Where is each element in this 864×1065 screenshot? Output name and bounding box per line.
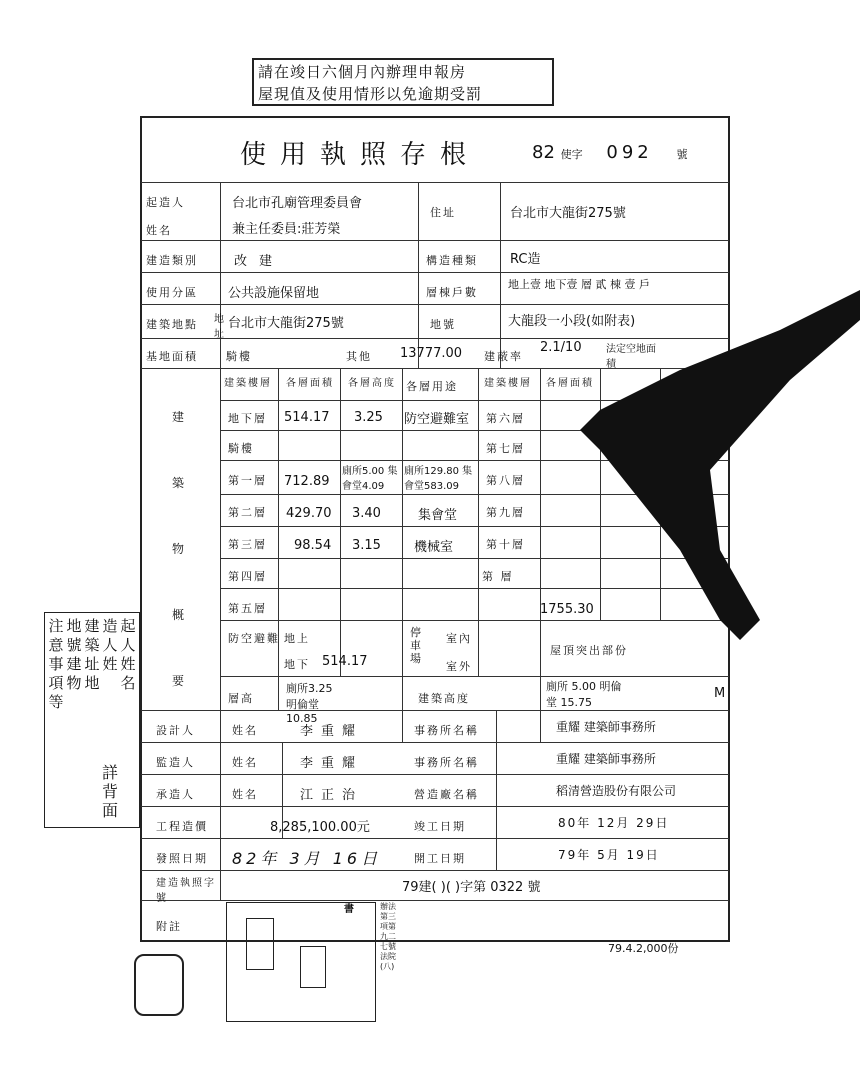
shelter-label: 防空避難 [228, 632, 280, 645]
structure-value: RC造 [510, 252, 541, 267]
builder-rep: 兼主任委員:莊芳榮 [232, 222, 341, 237]
legal-open-label: 法定空地面積 [606, 344, 656, 370]
lot-value: 大龍段一小段(如附表) [508, 314, 636, 329]
coverage-label: 建蔽率 [484, 350, 523, 363]
company-label: 營造廠名稱 [414, 788, 479, 801]
name-label: 姓名 [232, 788, 258, 801]
floors-label: 層棟戶數 [426, 286, 478, 299]
row-area: 429.70 [286, 506, 332, 521]
th-area: 各層面積 [286, 378, 334, 389]
qilou-label: 騎樓 [226, 350, 252, 363]
start-value: 79年 5月 19日 [558, 848, 660, 862]
site-prefix: 地址 [214, 314, 226, 340]
row-area: 514.17 [284, 410, 330, 425]
margin-note [44, 612, 140, 828]
supervisor-label: 監造人 [156, 756, 195, 769]
notice-box [252, 58, 554, 106]
right-floor: 第十層 [486, 538, 525, 551]
company-name: 稻清營造股份有限公司 [556, 784, 677, 798]
row-use: 機械室 [414, 540, 454, 555]
margin-col: 起人姓名 [120, 617, 136, 692]
contractor-label: 承造人 [156, 788, 195, 801]
side-labels [172, 384, 186, 714]
scribbled-note: 書 [344, 904, 354, 915]
row-floor: 騎樓 [228, 442, 254, 455]
row-height: 廁所5.00 集會堂4.09 [342, 466, 398, 492]
row-height: 3.40 [352, 506, 381, 521]
row-use: 防空避難室 [404, 412, 470, 427]
row-floor: 第一層 [228, 474, 267, 487]
issue-label: 發照日期 [156, 852, 208, 865]
permit-suffix: 號 [676, 148, 688, 161]
contractor-name: 江正治 [300, 788, 364, 803]
builder-label-1: 起造人 [146, 196, 185, 209]
use-zone-label: 使用分區 [146, 286, 198, 299]
th-area-r: 各層面積 [546, 378, 594, 389]
th-height: 各層高度 [348, 378, 396, 389]
construction-permit-value: 79建( )( )字第 0322 號 [402, 880, 541, 895]
name-label: 姓名 [232, 756, 258, 769]
cost-label: 工程造價 [156, 820, 208, 833]
designer-office: 重耀 建築師事務所 [556, 720, 656, 734]
permit-no: 092 [606, 142, 653, 163]
row-floor: 第四層 [228, 570, 267, 583]
name-label: 姓名 [232, 724, 258, 737]
stamp-sig: 辦法第三項第九二七號法院(八) [380, 902, 396, 971]
office-label: 事務所名稱 [414, 724, 479, 737]
notice-line-2: 屋現值及使用情形以免逾期受罰 [258, 85, 483, 103]
roof-label: 屋頂突出部份 [550, 644, 628, 657]
structure-label: 構造種類 [426, 254, 478, 267]
row-floor: 第三層 [228, 538, 267, 551]
permit-type: 使字 [560, 148, 583, 161]
row-floor: 地下層 [228, 412, 267, 425]
footer-print: 79.4.2,000份 [608, 942, 679, 955]
cost-value: 8,285,100.00元 [270, 820, 370, 835]
official-seal-icon [134, 954, 184, 1016]
use-zone-value: 公共設施保留地 [228, 286, 320, 301]
th-floor: 建築樓層 [224, 378, 272, 389]
shelter-below-value: 514.17 [322, 654, 368, 669]
right-floor: 第八層 [486, 474, 525, 487]
notice-line-1: 請在竣日六個月內辦理申報房 [258, 63, 467, 81]
address-value: 台北市大龍街275號 [510, 206, 626, 221]
row-floor: 第五層 [228, 602, 267, 615]
other-label: 其他 [346, 350, 372, 363]
seal-stamp [300, 946, 326, 988]
ink-blot [560, 290, 864, 650]
shelter-above: 地上 [284, 632, 310, 645]
builder-name: 台北市孔廟管理委員會 [232, 196, 363, 211]
row-floor: 第二層 [228, 506, 267, 519]
lot-label: 地號 [430, 318, 456, 331]
right-floor: 第九層 [486, 506, 525, 519]
height-unit: M [714, 686, 726, 701]
th-floor-r: 建築樓層 [484, 378, 532, 389]
remarks-label: 附註 [156, 920, 182, 933]
margin-col: 地號建物 [66, 617, 82, 692]
right-floor: 第六層 [486, 412, 525, 425]
side-label-5: 要 [172, 674, 185, 688]
th-use: 各層用途 [406, 380, 458, 393]
side-label-1: 建 [172, 410, 185, 424]
done-label: 竣工日期 [414, 820, 466, 833]
row-height: 3.25 [354, 410, 383, 425]
other-area: 13777.00 [400, 346, 463, 361]
site-value: 台北市大龍街275號 [228, 316, 344, 331]
margin-extra: 詳背面 [101, 763, 118, 820]
building-height-label: 建築高度 [418, 692, 470, 705]
builder-label-2: 姓名 [146, 224, 172, 237]
designer-label: 設計人 [156, 724, 195, 737]
row-use: 廁所129.80 集會堂583.09 [404, 466, 473, 492]
supervisor-office: 重耀 建築師事務所 [556, 752, 656, 766]
coverage-value: 2.1/10 [540, 340, 582, 355]
area-label: 基地面積 [146, 350, 198, 363]
right-floor: 第七層 [486, 442, 525, 455]
done-value: 80年 12月 29日 [558, 816, 670, 830]
margin-col: 造人姓 [102, 617, 118, 673]
row-height: 3.15 [352, 538, 381, 553]
parking-in: 室內 [446, 632, 472, 645]
supervisor-name: 李重耀 [300, 756, 364, 771]
side-label-4: 概 [172, 608, 185, 622]
right-floor: 第 層 [482, 570, 514, 583]
row-use: 集會堂 [418, 508, 458, 523]
margin-col: 注意事項等 [48, 617, 64, 711]
permit-year: 82 [532, 142, 555, 163]
site-label: 建築地點 [146, 318, 198, 331]
construction-permit-label: 建造執照字號 [156, 878, 216, 904]
building-height: 廁所 5.00 明倫堂 15.75 [546, 680, 622, 709]
floors-value: 地上壹 地下壹 層 貳 棟 壹 戶 [508, 278, 650, 291]
side-label-3: 物 [172, 542, 185, 556]
shelter-below: 地下 [284, 658, 310, 671]
designer-name: 李重耀 [300, 724, 364, 739]
page-title: 使用執照存根 [240, 140, 481, 170]
build-type-value: 改建 [234, 254, 285, 269]
storey-height-label: 層高 [228, 692, 254, 705]
start-label: 開工日期 [414, 852, 466, 865]
permit-number [532, 142, 687, 163]
issue-value: 82年 3月 16日 [232, 849, 382, 868]
address-label: 住址 [430, 206, 456, 219]
side-label-2: 築 [172, 476, 185, 490]
margin-col: 建築址地 [84, 617, 100, 692]
parking-out: 室外 [446, 660, 472, 673]
build-type-label: 建造類別 [146, 254, 198, 267]
seal-stamp [246, 918, 274, 970]
parking-label: 停車場 [410, 626, 423, 665]
row-area: 712.89 [284, 474, 330, 489]
storey-height: 廁所3.25 明倫堂10.85 [286, 682, 333, 725]
row-area: 98.54 [294, 538, 332, 553]
office-label: 事務所名稱 [414, 756, 479, 769]
right-total: 1755.30 [540, 602, 594, 617]
